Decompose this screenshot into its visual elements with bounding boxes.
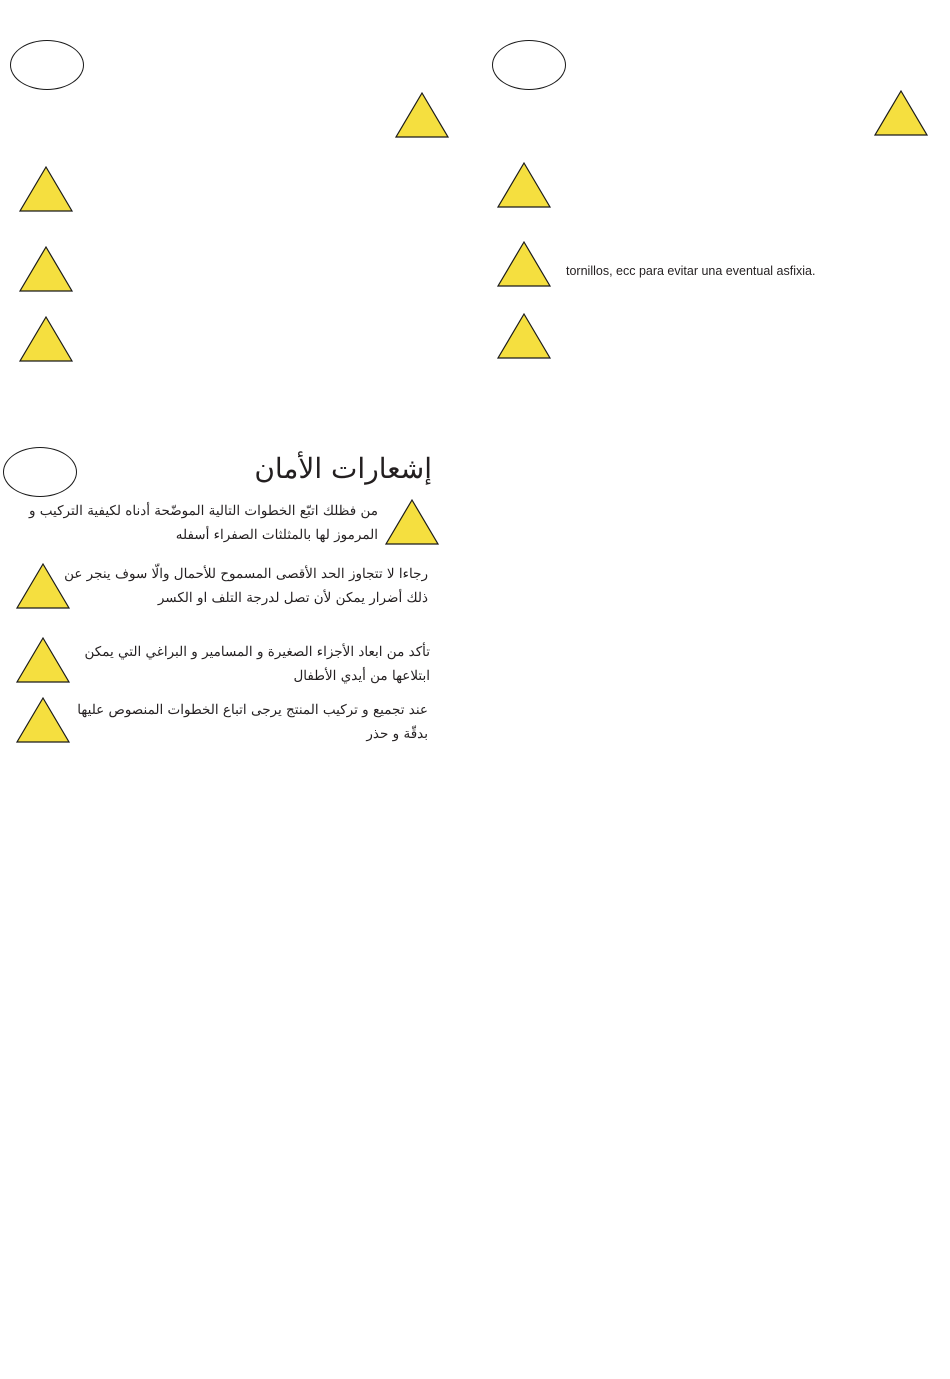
safety-item-4-line-2: بدقّة و حذر [366, 726, 428, 742]
safety-item-2-line-1: رجاءا لا تتجاوز الحد الأقصى المسموح للأحمال والّا سوف ينجر عن [64, 566, 428, 582]
safety-item-3-line-1: تأكد من ابعاد الأجزاء الصغيرة و المسامير و البراغي التي يمكن [84, 644, 430, 660]
warning-triangle-icon [15, 562, 71, 610]
warning-text-right-2: tornillos, ecc para evitar una eventual asfixia. [566, 264, 816, 278]
warning-triangle-icon [15, 636, 71, 684]
warning-triangle-icon [18, 315, 74, 363]
warning-triangle-icon [873, 89, 929, 137]
safety-item-1-line-1: من فظلك اتبّع الخطوات التالية الموضّحة أدناه لكيفية التركيب و [28, 503, 378, 519]
safety-item-1-line-2: المرموز لها بالمثلثات الصفراء أسفله [175, 527, 378, 543]
safety-item-4-line-1: عند تجميع و تركيب المنتج يرجى اتباع الخطوات المنصوص عليها [77, 702, 428, 718]
warning-triangle-icon [18, 165, 74, 213]
warning-triangle-icon [18, 245, 74, 293]
warning-triangle-icon [15, 696, 71, 744]
badge-oval-top-left [10, 40, 84, 90]
warning-triangle-icon [496, 240, 552, 288]
warning-triangle-icon [496, 312, 552, 360]
warning-triangle-icon [384, 498, 440, 546]
warning-triangle-icon [496, 161, 552, 209]
warning-triangle-icon [394, 91, 450, 139]
safety-title: إشعارات الأمان [254, 452, 432, 485]
badge-oval-arabic [3, 447, 77, 497]
safety-item-3-line-2: ابتلاعها من أيدي الأطفال [293, 668, 430, 684]
badge-oval-top-right [492, 40, 566, 90]
safety-item-2-line-2: ذلك أضرار يمكن لأن تصل لدرجة التلف او الكسر [157, 590, 428, 606]
